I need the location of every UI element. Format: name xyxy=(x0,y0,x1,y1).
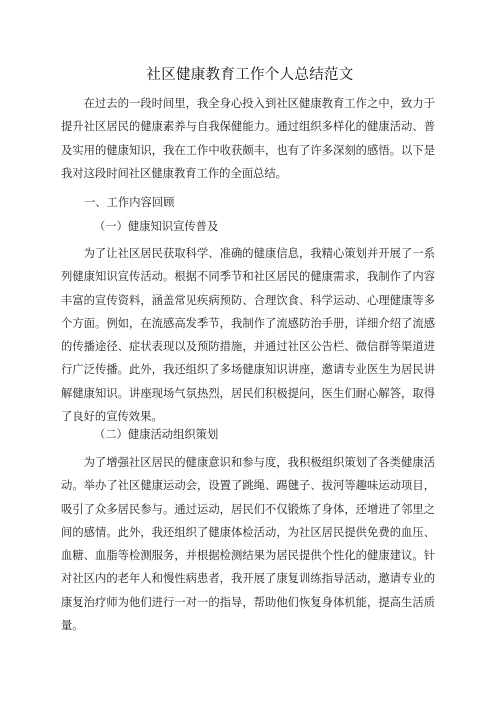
subsection-heading-activity-planning: （二）健康活动组织策划 xyxy=(94,428,219,441)
section-heading-work-review: 一、工作内容回顾 xyxy=(84,196,175,209)
activity-planning-paragraph: 为了增强社区居民的健康意识和参与度，我积极组织策划了各类健康活动。举办了社区健康运动会，设置了跳绳、踢毽子、拔河等趣味运动项目，吸引了众多居民参与。通过运动，居民们不仅锻炼了身体，还增进了邻里之间的感情。此外，我还组织了健康体检活动，为社区居民提供免费的血压、血糖、血脂等检测服务，并根据检测结果为居民提供个性化的健康建议。针对社区内的老年人和慢性病患者，我开展了康复训练指导活动，邀请专业的康复治疗师为他们进行一对一的指导，帮助他们恢复身体机能，提高生活质量。 xyxy=(61,456,435,633)
subsection-heading-knowledge-promotion: （一）健康知识宣传普及 xyxy=(94,220,219,233)
knowledge-promotion-paragraph: 为了让社区居民获取科学、准确的健康信息，我精心策划并开展了一系列健康知识宣传活动。根据不同季节和社区居民的健康需求，我制作了内容丰富的宣传资料，涵盖常见疾病预防、合理饮食、科学运动、心理健康等多个方面。例如，在流感高发季节，我制作了流感防治手册，详细介绍了流感的传播途径、症状表现以及预防措施，并通过社区公告栏、微信群等渠道进行广泛传播。此外，我还组织了多场健康知识讲座，邀请专业医生为居民讲解健康知识。讲座现场气氛热烈，居民们积极提问，医生们耐心解答，取得了良好的宣传效果。 xyxy=(61,247,435,424)
intro-paragraph: 在过去的一段时间里，我全身心投入到社区健康教育工作之中，致力于提升社区居民的健康素养与自我保健能力。通过组织多样化的健康活动、普及实用的健康知识，我在工作中收获颇丰，也有了许多深刻的感悟。以下是我对这段时间社区健康教育工作的全面总结。 xyxy=(61,97,435,180)
document-title: 社区健康教育工作个人总结范文 xyxy=(146,67,354,83)
